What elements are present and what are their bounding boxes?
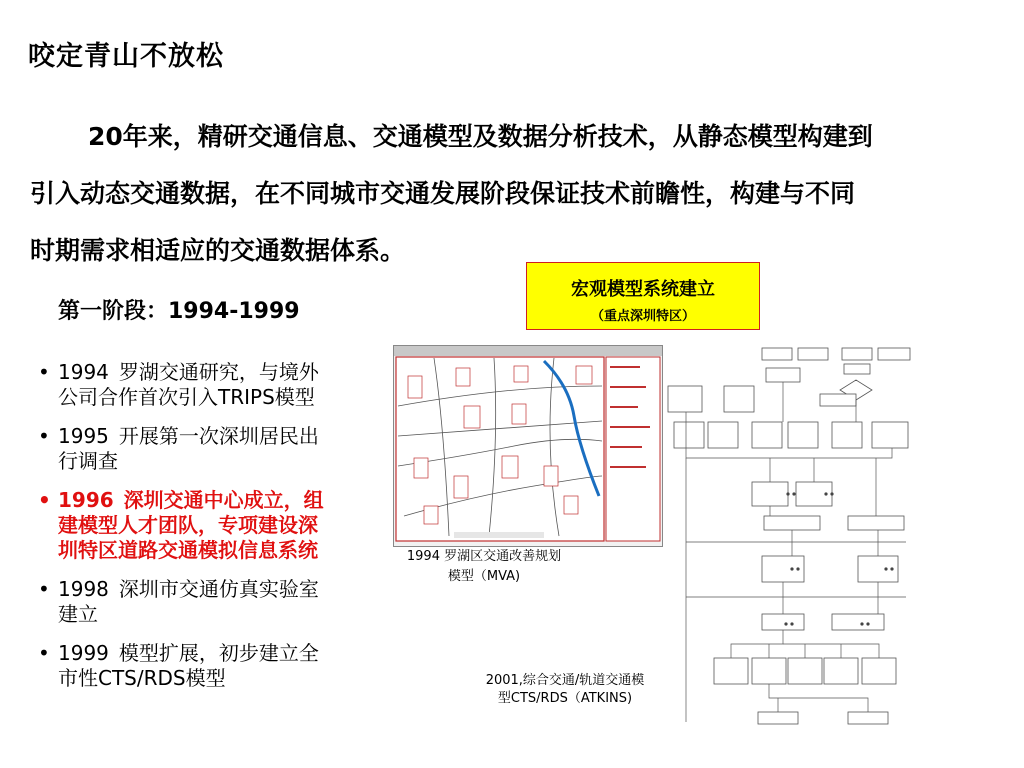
milestone-item: • 1999 模型扩展，初步建立全 市性CTS/RDS模型 bbox=[36, 641, 366, 691]
callout-subtitle: （重点深圳特区） bbox=[590, 309, 695, 324]
milestone-item: • 1998 深圳市交通仿真实验室 建立 bbox=[36, 577, 366, 627]
mva-caption: 1994 罗湖区交通改善规划 模型（MVA) bbox=[406, 549, 562, 584]
mva-network-screenshot bbox=[393, 345, 663, 547]
milestone-item: • 1994 罗湖交通研究，与境外 公司合作首次引入TRIPS模型 bbox=[36, 360, 366, 410]
intro-line-2: 引入动态交通数据，在不同城市交通发展阶段保证技术前瞻性，构建与不同 bbox=[30, 179, 856, 208]
macro-model-callout bbox=[526, 262, 760, 330]
page-title: 咬定青山不放松 bbox=[28, 41, 224, 72]
milestone-item: • 1995 开展第一次深圳居民出 行调查 bbox=[36, 424, 366, 474]
cts-caption: 2001,综合交通/轨道交通模 型CTS/RDS（ATKINS) bbox=[485, 673, 645, 706]
milestone-item-highlighted: • 1996 深圳交通中心成立，组 建模型人才团队，专项建设深 圳特区道路交通模拟信息系统 bbox=[36, 488, 366, 563]
callout-title: 宏观模型系统建立 bbox=[571, 279, 715, 300]
intro-paragraph bbox=[30, 108, 990, 279]
stage-heading: 第一阶段：1994-1999 bbox=[58, 299, 300, 324]
cts-rds-flowchart bbox=[666, 342, 918, 730]
intro-line-3: 时期需求相适应的交通数据体系。 bbox=[30, 236, 406, 265]
milestone-list bbox=[36, 360, 366, 705]
intro-line-1: 20年来，精研交通信息、交通模型及数据分析技术，从静态模型构建到 bbox=[88, 122, 873, 151]
